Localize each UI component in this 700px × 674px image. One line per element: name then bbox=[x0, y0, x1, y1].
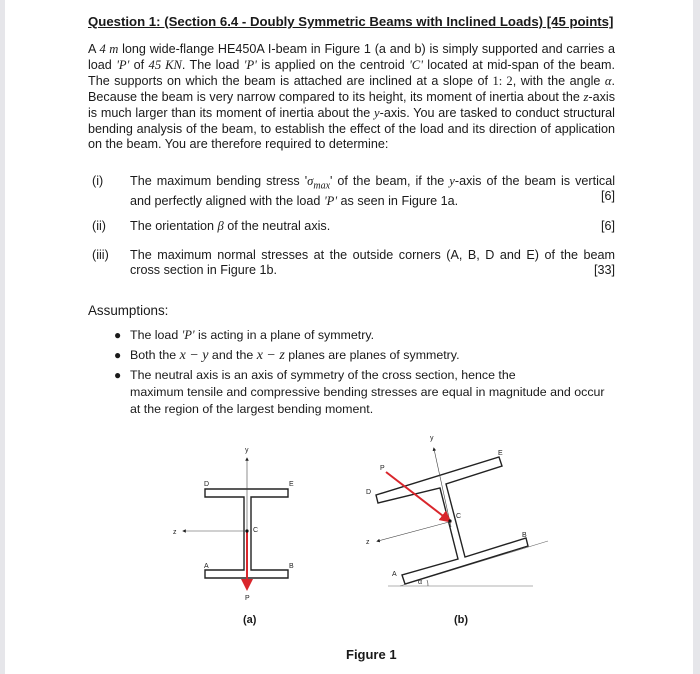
item-number: (ii) bbox=[92, 219, 106, 233]
item-number: (i) bbox=[92, 174, 104, 188]
svg-text:α: α bbox=[418, 579, 423, 586]
item-number: (iii) bbox=[92, 248, 109, 262]
svg-text:E: E bbox=[498, 450, 503, 457]
assumptions-heading: Assumptions: bbox=[88, 303, 169, 318]
item-points: [6] bbox=[600, 189, 615, 203]
figure-a-label: (a) bbox=[243, 614, 257, 626]
z-axis-arrow bbox=[378, 522, 449, 541]
question-intro: A 4 m long wide-flange HE450A I-beam in Figure 1 (a and b) is simply supported and carries a load 'P' of 45 KN. The load 'P' is applied on the centroid 'C' located at mid-span of the beam. The supports on which the beam is attached are inclined at a slope of 1: 2, with the angle α. Because the beam is very narrow compared to its height, its moment of inertia about the z-axis is much larger than its moment of inertia about the y-axis. You are tasked to conduct structural bending analysis of the beam, to establish the effect of the load and its direction of application on the beam. You are therefore required to determine: bbox=[88, 42, 616, 152]
bullet-icon: ● bbox=[114, 328, 122, 342]
item-points: [6] bbox=[600, 219, 615, 233]
svg-text:B: B bbox=[522, 532, 527, 539]
angle-arc bbox=[427, 580, 428, 586]
svg-text:y: y bbox=[245, 447, 249, 454]
svg-text:D: D bbox=[204, 481, 210, 488]
svg-text:D: D bbox=[366, 489, 372, 496]
item-text: The orientation β of the neutral axis. bbox=[130, 219, 331, 233]
figure-b-ibeam-inclined bbox=[366, 435, 548, 586]
svg-text:C: C bbox=[456, 513, 462, 520]
svg-text:P: P bbox=[380, 465, 385, 472]
svg-text:z: z bbox=[173, 529, 177, 536]
svg-text:B: B bbox=[289, 563, 294, 570]
item-points: [33] bbox=[593, 263, 615, 277]
svg-text:z: z bbox=[366, 539, 370, 546]
bullet-icon: ● bbox=[114, 368, 122, 382]
figure-a-ibeam bbox=[173, 447, 294, 602]
figure-caption: Figure 1 bbox=[346, 647, 397, 662]
question-title: Question 1: (Section 6.4 - Doubly Symmetric Beams with Inclined Loads) [45 points] bbox=[88, 14, 614, 29]
svg-text:A: A bbox=[204, 563, 209, 570]
svg-text:P: P bbox=[245, 595, 250, 602]
centroid-dot bbox=[245, 529, 248, 532]
svg-text:A: A bbox=[392, 571, 397, 578]
centroid-dot bbox=[448, 519, 451, 522]
svg-text:C: C bbox=[253, 527, 259, 534]
svg-text:E: E bbox=[289, 481, 294, 488]
item-text: The maximum bending stress '$\sigma_{max}$' of the beam, if the y-axis of the beam is vertical and perfectly aligned with the load 'P' as seen in Figure 1a. bbox=[130, 174, 615, 208]
svg-text:y: y bbox=[430, 435, 434, 442]
item-text: The maximum normal stresses at the outside corners (A, B, D and E) of the beam cross section in Figure 1b. bbox=[130, 248, 615, 277]
bullet-icon: ● bbox=[114, 348, 122, 362]
figure-b-label: (b) bbox=[454, 614, 469, 626]
